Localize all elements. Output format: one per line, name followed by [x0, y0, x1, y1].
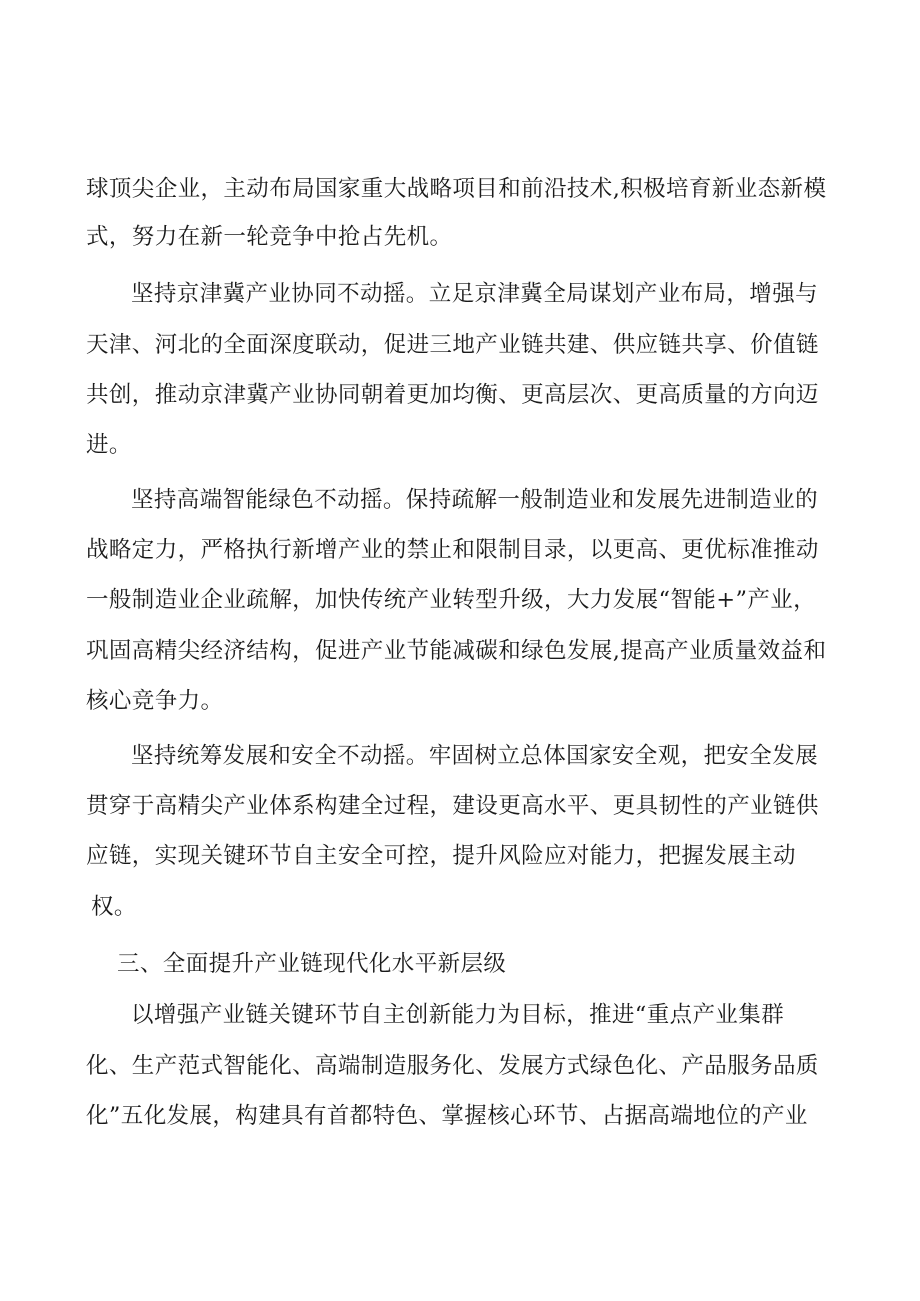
text-line: 化”五化发展，构建具有首都特色、掌握核心环节、占据高端地位的产业: [86, 1103, 808, 1129]
text-line: 战略定力，严格执行新增产业的禁止和限制目录，以更高、更优标准推动: [86, 537, 819, 563]
paragraph-first-line: 坚持统筹发展和安全不动摇。牢固树立总体国家安全观，把安全发展: [131, 743, 819, 769]
text-line: 化、生产范式智能化、高端制造服务化、发展方式绿色化、产品服务品质: [86, 1053, 819, 1079]
text-line: 天津、河北的全面深度联动，促进三地产业链共建、供应链共享、价值链: [86, 332, 819, 358]
paragraph-first-line: 坚持京津冀产业协同不动摇。立足京津冀全局谋划产业布局，增强与: [131, 281, 819, 307]
paragraph-first-line: 以增强产业链关键环节自主创新能力为目标，推进“重点产业集群: [131, 1002, 785, 1028]
text-line: 式，努力在新一轮竞争中抢占先机。: [86, 224, 453, 250]
text-line: 贯穿于高精尖产业体系构建全过程，建设更高水平、更具韧性的产业链供: [86, 793, 819, 819]
text-line: 核心竞争力。: [86, 688, 224, 714]
text-line: 共创，推动京津冀产业协同朝着更加均衡、更高层次、更高质量的方向迈: [86, 382, 819, 408]
text-line: 一般制造业企业疏解，加快传统产业转型升级，大力发展“智能+”产业，: [86, 587, 817, 613]
section-heading: 三、全面提升产业链现代化水平新层级: [117, 951, 507, 977]
text-line: 球顶尖企业，主动布局国家重大战略项目和前沿技术,积极培育新业态新模: [86, 176, 827, 202]
paragraph-first-line: 坚持高端智能绿色不动摇。保持疏解一般制造业和发展先进制造业的: [131, 487, 819, 513]
text-line: 权。: [91, 894, 137, 920]
text-line: 进。: [86, 432, 132, 458]
text-line: 应链，实现关键环节自主安全可控，提升风险应对能力，把握发展主动: [86, 843, 796, 869]
text-line: 巩固高精尖经济结构，促进产业节能减碳和绿色发展,提高产业质量效益和: [86, 638, 827, 664]
